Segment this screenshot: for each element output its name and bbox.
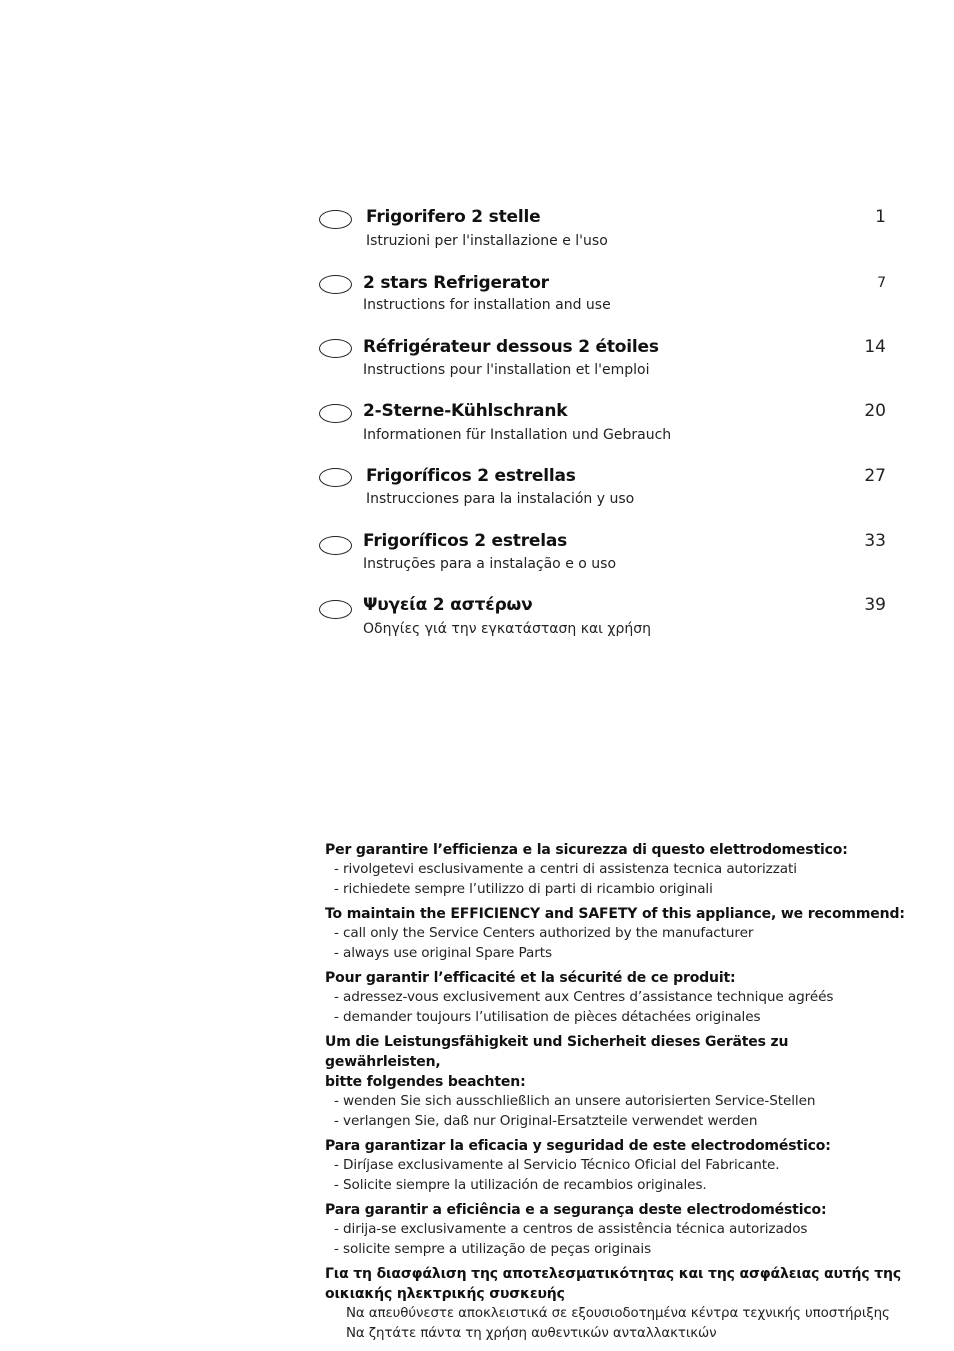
toc-entry-english[interactable] xyxy=(0,265,954,325)
toc-entry-portuguese[interactable] xyxy=(0,524,954,584)
language-oval-icon xyxy=(319,536,352,555)
language-oval-icon xyxy=(319,275,352,294)
toc-title: Frigoríficos 2 estrellas xyxy=(366,466,576,486)
notice-item: - verlangen Sie, daß nur Original-Ersatzteile verwendet werden xyxy=(334,1112,758,1129)
toc-page-number: 20 xyxy=(864,401,886,421)
notice-heading: οικιακής ηλεκτρικής συσκευής xyxy=(325,1286,565,1302)
toc-title: 2 stars Refrigerator xyxy=(363,273,549,293)
toc-subtitle: Οδηγίες γιά την εγκατάσταση και χρήση xyxy=(363,621,651,637)
language-oval-icon xyxy=(319,600,352,619)
notice-item: - Diríjase exclusivamente al Servicio Técnico Oficial del Fabricante. xyxy=(334,1157,780,1173)
notice-block-italian xyxy=(325,840,905,899)
notice-heading: Um die Leistungsfähigkeit und Sicherheit dieses Gerätes zu gewährleisten, xyxy=(325,1034,789,1070)
toc-entry-german[interactable] xyxy=(0,394,954,454)
notice-item: - wenden Sie sich ausschließlich an unsere autorisierten Service-Stellen xyxy=(334,1093,816,1109)
toc-subtitle: Informationen für Installation und Gebrauch xyxy=(363,427,672,443)
toc-subtitle: Instruções para a instalação e o uso xyxy=(363,556,617,572)
notice-item: - solicite sempre a utilização de peças originais xyxy=(334,1240,652,1257)
notice-block-english xyxy=(325,904,905,963)
toc-title: Frigorifero 2 stelle xyxy=(366,207,541,227)
language-oval-icon xyxy=(319,339,352,358)
notice-heading: Para garantir a eficiência e a segurança deste electrodoméstico: xyxy=(325,1202,827,1218)
toc-page-number: 14 xyxy=(864,337,886,357)
toc-page-number: 7 xyxy=(877,275,886,291)
toc-subtitle: Instructions for installation and use xyxy=(363,297,611,313)
toc-title: Ψυγεία 2 αστέρων xyxy=(363,595,533,615)
toc-subtitle: Instrucciones para la instalación y uso xyxy=(366,491,635,507)
notice-item: - dirija-se exclusivamente a centros de assistência técnica autorizados xyxy=(334,1221,808,1237)
notice-item: Να απευθύνεστε αποκλειστικά σε εξουσιοδοτημένα κέντρα τεχνικής υποστήριξης xyxy=(346,1306,890,1321)
toc-entry-french[interactable] xyxy=(0,330,954,390)
notice-item: - demander toujours l’utilisation de pièces détachées originales xyxy=(334,1008,761,1025)
notice-item: Να ζητάτε πάντα τη χρήση αυθεντικών ανταλλακτικών xyxy=(346,1325,717,1341)
notice-block-spanish xyxy=(325,1136,905,1195)
language-oval-icon xyxy=(319,404,352,423)
notice-block-greek xyxy=(325,1264,905,1343)
notice-heading: Για τη διασφάλιση της αποτελεσματικότητας και της ασφάλειας αυτής της xyxy=(325,1266,901,1282)
toc-subtitle: Istruzioni per l'installazione e l'uso xyxy=(366,233,608,249)
toc-title: Réfrigérateur dessous 2 étoiles xyxy=(363,337,659,357)
notice-item: - richiedete sempre l’utilizzo di parti di ricambio originali xyxy=(334,880,713,897)
notice-block-french xyxy=(325,968,905,1027)
notice-item: - Solicite siempre la utilización de recambios originales. xyxy=(334,1176,707,1193)
toc-entry-italian[interactable] xyxy=(0,200,954,260)
notice-heading: Pour garantir l’efficacité et la sécurité de ce produit: xyxy=(325,970,736,986)
toc-page-number: 27 xyxy=(864,466,886,486)
notice-heading: To maintain the EFFICIENCY and SAFETY of this appliance, we recommend: xyxy=(325,906,905,922)
service-notice xyxy=(325,840,905,1348)
toc-subtitle: Instructions pour l'installation et l'emploi xyxy=(363,362,650,378)
toc-title: 2-Sterne-Kühlschrank xyxy=(363,401,568,421)
notice-heading: Per garantire l’efficienza e la sicurezza di questo elettrodomestico: xyxy=(325,842,848,858)
notice-item: - adressez-vous exclusivement aux Centres d’assistance technique agréés xyxy=(334,989,834,1005)
notice-heading: Para garantizar la eficacia y seguridad de este electrodoméstico: xyxy=(325,1138,831,1154)
toc-page-number: 1 xyxy=(875,207,886,227)
toc-page-number: 33 xyxy=(864,531,886,551)
notice-block-portuguese xyxy=(325,1200,905,1259)
toc-entry-greek[interactable] xyxy=(0,588,954,648)
language-oval-icon xyxy=(319,210,352,229)
toc-entry-spanish[interactable] xyxy=(0,459,954,519)
notice-block-german xyxy=(325,1032,905,1131)
toc-title: Frigoríficos 2 estrelas xyxy=(363,531,568,551)
notice-item: - call only the Service Centers authorized by the manufacturer xyxy=(334,925,754,941)
notice-heading: bitte folgendes beachten: xyxy=(325,1074,526,1090)
notice-item: - rivolgetevi esclusivamente a centri di assistenza tecnica autorizzati xyxy=(334,861,797,877)
notice-item: - always use original Spare Parts xyxy=(334,944,552,961)
language-oval-icon xyxy=(319,468,352,487)
toc-page-number: 39 xyxy=(864,595,886,615)
